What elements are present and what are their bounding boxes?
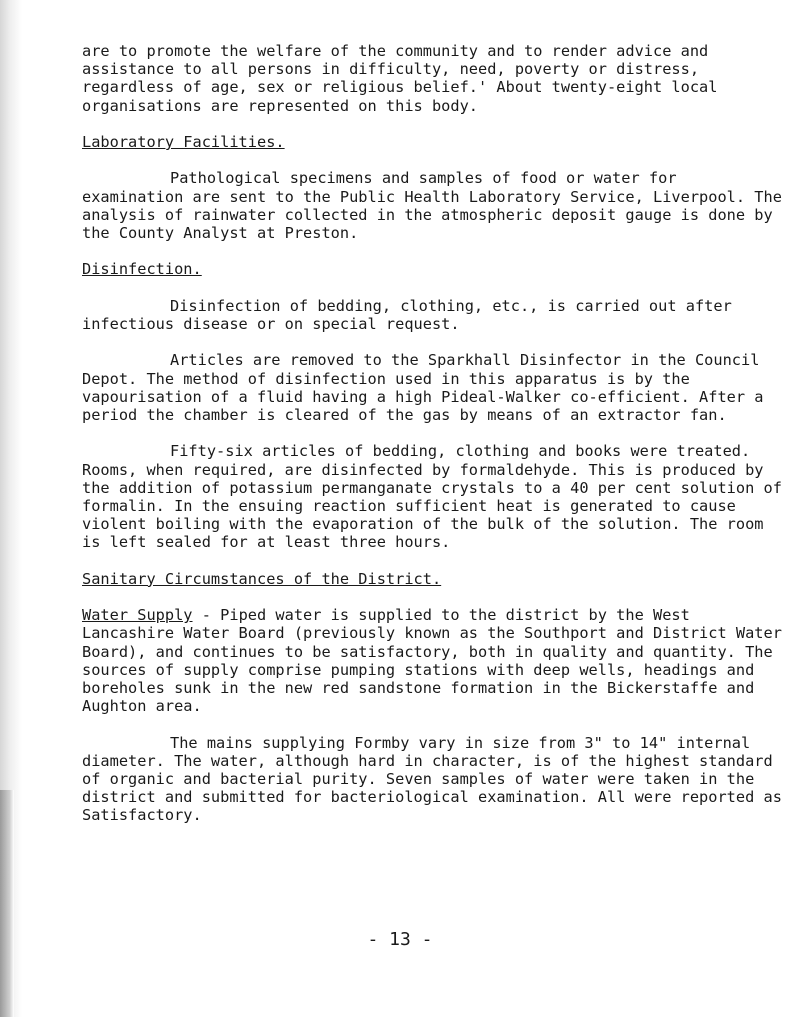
page-number: - 13 - xyxy=(367,929,433,950)
water-supply-label: Water Supply xyxy=(82,606,193,625)
section-heading-sanitary: Sanitary Circumstances of the District. xyxy=(82,569,442,588)
water-supply-paragraph xyxy=(82,606,792,716)
section-heading-laboratory: Laboratory Facilities. xyxy=(82,133,285,151)
disinfection-paragraph-2: Articles are removed to the Sparkhall Disinfector in the Council Depot. The method of disinfection used in this apparatus is by the vapourisation of a fluid having a high Pideal-Walker co-efficient. After a period the chamber is cleared of the gas by means of an extractor fan. xyxy=(82,351,773,424)
water-mains-paragraph: The mains supplying Formby vary in size from 3" to 14" internal diameter. The water, although hard in character, is of the highest standard of organic and bacterial purity. Seven samples of water were taken in the district and submitted for bacteriological examination. All were reported as Satisfactory. xyxy=(82,733,792,825)
disinfection-paragraph-1: Disinfection of bedding, clothing, etc., is carried out after infectious disease or on special request. xyxy=(82,296,741,333)
intro-paragraph: are to promote the welfare of the community and to render advice and assistance to all persons in difficulty, need, poverty or distress, regardless of age, sex or religious belief.' About twenty-eight local organisations are represented on this body. xyxy=(82,42,727,115)
water-supply-text: - Piped water is supplied to the district by the West Lancashire Water Board (previously known as the Southport and District Water Board), and continues to be satisfactory, both in quality and quantity. The sources of supply comprise pumping stations with deep wells, headings and boreholes sunk in the new red sandstone formation in the Bickerstaffe and Aughton area. xyxy=(82,606,792,716)
binding-shadow-dark xyxy=(0,790,14,1017)
document-page xyxy=(82,42,792,843)
section-heading-disinfection: Disinfection. xyxy=(82,260,202,279)
disinfection-paragraph-3: Fifty-six articles of bedding, clothing and books were treated. Rooms, when required, are disinfected by formaldehyde. This is produced by the addition of potassium permanganate crystals to a 40 per cent solution of formalin. In the ensuing reaction sufficient heat is generated to cause violent boiling with the evaporation of the bulk of the solution. The room is left sealed for at least three hours. xyxy=(82,442,792,552)
laboratory-paragraph: Pathological specimens and samples of food or water for examination are sent to the Public Health Laboratory Service, Liverpool. The analysis of rainwater collected in the atmospheric deposit gauge is done by the County Analyst at Preston. xyxy=(82,169,792,242)
